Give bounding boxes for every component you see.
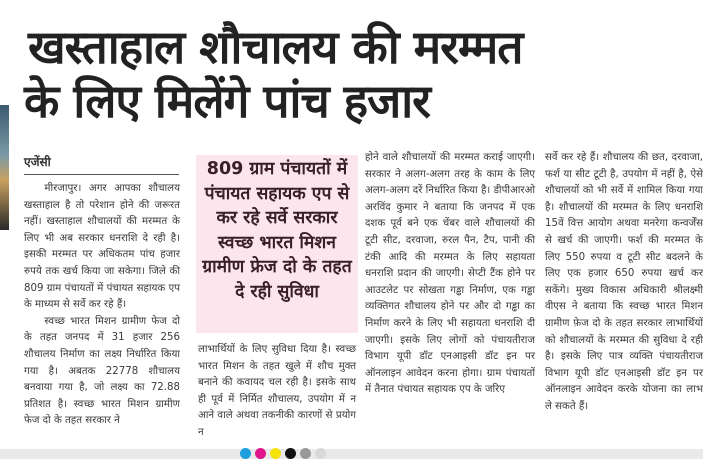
registration-dot (270, 448, 281, 459)
registration-dot (240, 448, 251, 459)
paragraph: मीरजापुर। अगर आपका शौचालय खस्ताहाल है तो परेशान होने की जरूरत नहीं। खस्ताहाल शौचालयों की मरम्मत के लिए भी अब सरकार धनराशि दे रही है। इसकी मरम्मत पर अधिकतम पांच हजार रुपये तक खर्च किया जा सकेगा। जिले की 809 ग्राम पंचायतों में पंचायत सहायक एप के माध्यम से सर्वे कर रहे हैं। (24, 183, 180, 311)
bottom-band (0, 449, 703, 459)
registration-dot (300, 448, 311, 459)
article-column-1 (24, 181, 180, 430)
headline-line-2: के लिए मिलेंगे पांच हजार (24, 74, 430, 128)
cropped-photo (0, 105, 9, 230)
article-column-3: होने वाले शौचालयों की मरम्मत कराई जाएगी। सरकार ने अलग-अलग तरह के काम के लिए अलग-अलग दरें निर्धारित किया है। डीपीआरओ अरविंद कुमार ने बताया कि जनपद में एक दशक पूर्व बने एक चेंबर वाले शौचालयों की टूटी सीट, दरवाजा, रुरल पैन, टैप, पानी की टंकी आदि की मरम्मत के लिए सहायता धनराशि प्रदान की जाएगी। सेप्टी टैंक होने पर आउटलेट पर सोखता गड्ढा निर्माण, एक गड्ढा व्यक्तिगत शौचालय होने पर और दो गड्ढा का निर्माण करने के लिए भी सहायता धनराशि दी जाएगी। इसके लिए लोगों को पंचायतीराज विभाग यूपी डॉट एनआइसी डॉट इन पर ऑनलाइन आवेदन करना होगा। ग्राम पंचायतों में तैनात पंचायत सहायक एप के जरिए (365, 152, 535, 396)
registration-dot (255, 448, 266, 459)
headline-line-1: खस्ताहाल शौचालय की मरम्मत (28, 20, 523, 74)
paragraph: स्वच्छ भारत मिशन ग्रामीण फेज दो के तहत जनपद में 31 हजार 256 शौचालय निर्माण का लक्ष्य निर्धारित किया गया है। अबतक 22778 शौचालय बनवाया गया है, जो लक्ष्य का 72.88 प्रतिशत है। स्वच्छ भारत मिशन ग्रामीण फेज दो के तहत सरकार ने (24, 315, 180, 427)
byline: एजेंसी (24, 153, 179, 175)
highlight-box: 809 ग्राम पंचायतों में पंचायत सहायक एप से कर रहे सर्वे सरकार स्वच्छ भारत मिशन ग्रामीण फ्रेज दो के तहत दे रही सुविधा (196, 155, 358, 333)
article-column-2: लाभार्थियों के लिए सुविधा दिया है। स्वच्छ भारत मिशन के तहत खुले में शौच मुक्त बनाने की कवायद चल रही है। इसके साथ ही पूर्व में निर्मित शौचालय, उपयोग में न आने वाले अथवा तकनीकी कारणों से प्रयोग न (198, 344, 356, 438)
article-column-4: सर्वे कर रहे हैं। शौचालय की छत, दरवाजा, फर्श या सीट टूटी है, उपयोग में नहीं है, ऐसे शौचालयों को भी सर्वे में शामिल किया गया है। शौचालयों की मरम्मत के लिए धनराशि 15वें वित्त आयोग अथवा मनरेगा कन्वर्जेंस से खर्च की जाएगी। फर्श की मरम्मत के लिए 550 रुपया व टूटी सीट बदलने के लिए एक हजार 650 रुपया खर्च कर सकेंगे। मुख्य विकास अधिकारी श्रीलक्ष्मी वीएस ने बताया कि स्वच्छ भारत मिशन ग्रामीण फ़ेज दो के तहत सरकार लाभार्थियों को शौचालयों के मरम्मत की सुविधा दे रही है। इसके लिए पात्र व्यक्ति पंचायतीराज विभाग यूपी डॉट एनआइसी डॉट इन पर ऑनलाइन आवेदन करके योजना का लाभ ले सकते हैं। (545, 152, 703, 412)
registration-dot (285, 448, 296, 459)
registration-dot (315, 448, 326, 459)
registration-marks (240, 448, 326, 459)
